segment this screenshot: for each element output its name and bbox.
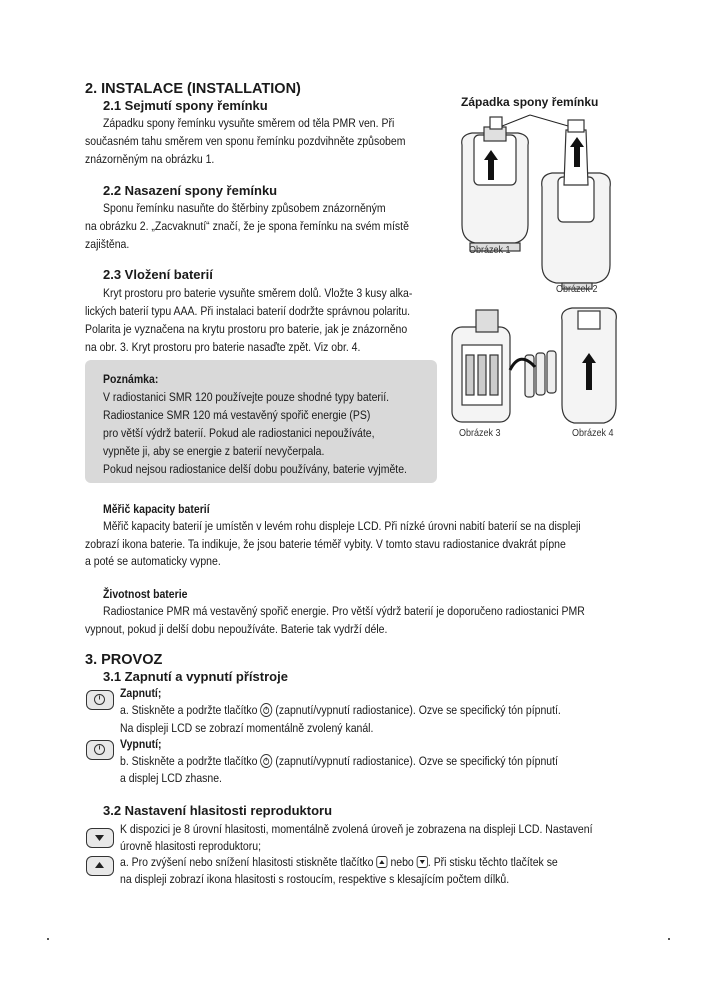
- section-2-2-title: 2.2 Nasazení spony řemínku: [103, 183, 278, 198]
- corner-dot-right: [668, 938, 670, 940]
- section-2-3-line-1: Kryt prostoru pro baterie vysuňte směrem dolů. Vložte 3 kusy alka-: [103, 286, 413, 300]
- clip-label: Západka spony řemínku: [461, 95, 599, 109]
- section-2-2-line-2: na obrázku 2. „Zacvaknutí“ značí, že je spona řemínku na svém místě: [85, 219, 409, 233]
- caption-figure-4: Obrázek 4: [572, 428, 614, 439]
- power-icon: [260, 754, 272, 768]
- note-line-5: Pokud nejsou radiostanice delší dobu používány, baterie vyjměte.: [103, 462, 407, 476]
- figure-1-radio: [462, 117, 529, 251]
- power-icon: [87, 741, 112, 758]
- figure-3-radio: [452, 310, 556, 422]
- power-off-title: Vypnutí;: [120, 737, 162, 751]
- battery-meter-title: Měřič kapacity baterií: [103, 502, 210, 516]
- section-3-1-title: 3.1 Zapnutí a vypnutí přístroje: [103, 669, 288, 684]
- caption-figure-3: Obrázek 3: [459, 428, 501, 439]
- note-title: Poznámka:: [103, 372, 159, 386]
- power-on-line-a: [120, 701, 561, 719]
- battery-meter-line-3: a poté se automaticky vypne.: [85, 554, 221, 568]
- power-on-line-b: Na displeji LCD se zobrazí momentálně zvolený kanál.: [120, 721, 374, 735]
- triangle-down-icon: [87, 829, 112, 846]
- note-line-3: pro větší výdrž baterií. Pokud ale radiostanici nepoužíváte,: [103, 426, 375, 440]
- section-2-2-line-1: Sponu řemínku nasuňte do štěrbiny způsobem znázorněným: [103, 201, 386, 215]
- section-2-3-line-3: Polarita je vyznačena na krytu prostoru pro baterie, jak je znázorněno: [85, 322, 408, 336]
- section-2-1-title: 2.1 Sejmutí spony řemínku: [103, 98, 268, 113]
- section-2-title: 2. INSTALACE (INSTALLATION): [85, 81, 301, 97]
- triangle-down-icon: [417, 856, 428, 868]
- volume-line-3: [120, 853, 558, 871]
- battery-life-line-2: vypnout, pokud ji delší dobu nepoužíváte. Baterie tak vydrží déle.: [85, 622, 388, 636]
- power-icon: [87, 691, 112, 708]
- note-line-4: vypněte ji, aby se energie z baterií nevyčerpala.: [103, 444, 325, 458]
- power-on-line-a-text-2: (zapnutí/vypnutí radiostanice). Ozve se specifický tón pípnutí.: [275, 703, 561, 717]
- battery-life-title: Životnost baterie: [103, 587, 188, 601]
- triangle-up-icon: [376, 856, 387, 868]
- section-3-title: 3. PROVOZ: [85, 652, 163, 668]
- figures-illustration: [440, 105, 620, 455]
- section-2-3-line-2: lických baterií typu AAA. Při instalaci baterií dodržte správnou polaritu.: [85, 304, 411, 318]
- power-button-graphic-2: [86, 740, 114, 760]
- note-line-1: V radiostanici SMR 120 používejte pouze shodné typy baterií.: [103, 390, 390, 404]
- volume-line-3-text-2: . Při stisku těchto tlačítek se: [427, 855, 558, 869]
- note-line-2: Radiostanice SMR 120 má vestavěný spořič energie (PS): [103, 408, 371, 422]
- battery-meter-line-2: zobrazí ikona baterie. Ta indikuje, že jsou baterie téměř vybity. V tomto stavu radiostanice dvakrát pípne: [85, 537, 566, 551]
- power-on-line-a-text: a. Stiskněte a podržte tlačítko: [120, 703, 258, 717]
- volume-line-3-text: a. Pro zvýšení nebo snížení hlasitosti stiskněte tlačítko: [120, 855, 374, 869]
- power-off-line-b: a displej LCD zhasne.: [120, 771, 222, 785]
- volume-down-button-graphic: [86, 828, 114, 848]
- caption-figure-1: Obrázek 1: [469, 245, 511, 256]
- volume-line-2: úrovně hlasitosti reproduktoru;: [120, 839, 261, 853]
- volume-line-1: K dispozici je 8 úrovní hlasitosti, momentálně zvolená úroveň je zobrazena na displeji LCD. Nastavení: [120, 822, 593, 836]
- battery-life-line-1: Radiostanice PMR má vestavěný spořič energie. Pro větší výdrž baterií je doporučeno radiostanici PMR: [103, 604, 585, 618]
- section-2-1-line-3: znázorněným na obrázku 1.: [85, 152, 215, 166]
- section-2-1-line-1: Západku spony řemínku vysuňte směrem od těla PMR ven. Při: [103, 116, 395, 130]
- caption-figure-2: Obrázek 2: [556, 284, 598, 295]
- section-2-3-title: 2.3 Vložení baterií: [103, 267, 213, 282]
- triangle-up-icon: [87, 857, 112, 874]
- power-off-line-a-text: b. Stiskněte a podržte tlačítko: [120, 754, 258, 768]
- power-on-title: Zapnutí;: [120, 686, 162, 700]
- section-3-2-title: 3.2 Nastavení hlasitosti reproduktoru: [103, 803, 333, 818]
- section-2-3-line-4: na obr. 3. Kryt prostoru pro baterie nasaďte zpět. Viz obr. 4.: [85, 340, 361, 354]
- power-icon: [260, 703, 272, 717]
- power-button-graphic: [86, 690, 114, 710]
- power-off-line-a: [120, 752, 558, 770]
- battery-meter-line-1: Měřič kapacity baterií je umístěn v levém rohu displeje LCD. Při nízké úrovni nabití baterií se na displeji: [103, 519, 581, 533]
- power-off-line-a-text-2: (zapnutí/vypnutí radiostanice). Ozve se specifický tón pípnutí: [275, 754, 558, 768]
- volume-line-4: na displeji zobrazí ikona hlasitosti s rostoucím, respektive s klesajícím počtem dílků.: [120, 872, 510, 886]
- section-2-2-line-3: zajištěna.: [85, 237, 130, 251]
- volume-up-button-graphic: [86, 856, 114, 876]
- volume-line-3-or: nebo: [390, 855, 414, 869]
- corner-dot-left: [47, 938, 49, 940]
- section-2-1-line-2: současném tahu směrem ven sponu řemínku pozdvihněte způsobem: [85, 134, 406, 148]
